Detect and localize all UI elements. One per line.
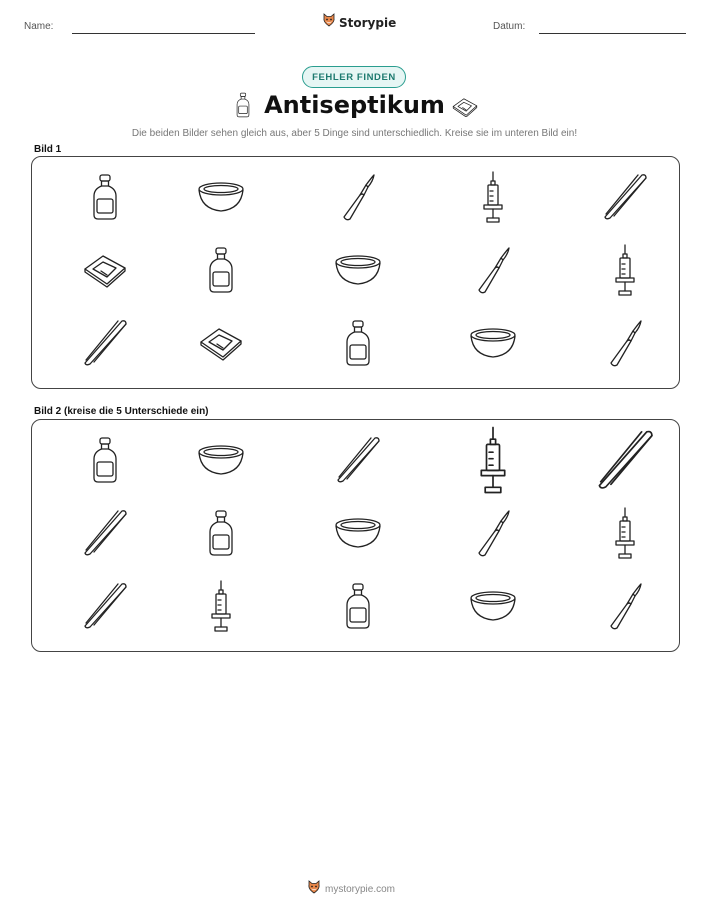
tweezers-icon[interactable]	[82, 581, 128, 631]
tweezers-icon	[602, 172, 648, 222]
tweezers-large-icon[interactable]	[593, 428, 657, 492]
footer-url[interactable]: mystorypie.com	[325, 884, 396, 895]
picture2-label: Bild 2 (kreise die 5 Unterschiede ein)	[34, 406, 209, 417]
bottle-icon	[345, 320, 371, 366]
tweezers-icon[interactable]	[82, 508, 128, 558]
page-title: Antiseptikum	[264, 91, 445, 119]
gauze-icon	[83, 253, 127, 287]
picture1-panel	[31, 156, 680, 389]
bowl-icon	[197, 181, 245, 213]
syringe-large-icon[interactable]	[480, 426, 506, 494]
bottle-icon[interactable]	[345, 583, 371, 629]
tweezers-icon	[82, 318, 128, 368]
scalpel-icon[interactable]	[475, 509, 511, 557]
bottle-icon[interactable]	[208, 510, 234, 556]
date-line[interactable]	[539, 33, 686, 34]
footer	[307, 880, 395, 899]
scalpel-icon	[475, 246, 511, 294]
date-label: Datum:	[493, 21, 526, 32]
brand-name: Storypie	[339, 15, 397, 30]
bowl-icon[interactable]	[469, 590, 517, 622]
picture1-label: Bild 1	[34, 144, 62, 155]
name-line[interactable]	[72, 33, 255, 34]
fox-mascot-icon	[307, 880, 321, 899]
syringe-icon	[615, 244, 635, 296]
brand-logo	[322, 13, 396, 32]
instructions: Die beiden Bilder sehen gleich aus, aber 5 Dinge sind unterschiedlich. Kreise sie im unteren Bild ein!	[131, 128, 578, 139]
bowl-icon	[469, 327, 517, 359]
scalpel-icon	[607, 319, 643, 367]
scalpel-icon	[340, 173, 376, 221]
gauze-icon	[199, 326, 243, 360]
fox-mascot-icon	[322, 13, 336, 32]
scalpel-icon[interactable]	[607, 582, 643, 630]
syringe-icon[interactable]	[211, 580, 231, 632]
bowl-icon[interactable]	[334, 517, 382, 549]
bottle-icon	[236, 92, 250, 123]
bottle-icon[interactable]	[92, 437, 118, 483]
gauze-pad-icon	[452, 97, 478, 122]
name-label: Name:	[24, 21, 54, 32]
bottle-icon	[208, 247, 234, 293]
bowl-icon[interactable]	[197, 444, 245, 476]
activity-badge: FEHLER FINDEN	[302, 66, 406, 88]
picture2-panel[interactable]	[31, 419, 680, 652]
bottle-icon	[92, 174, 118, 220]
syringe-icon	[483, 171, 503, 223]
bowl-icon	[334, 254, 382, 286]
tweezers-icon[interactable]	[335, 435, 381, 485]
syringe-icon[interactable]	[615, 507, 635, 559]
